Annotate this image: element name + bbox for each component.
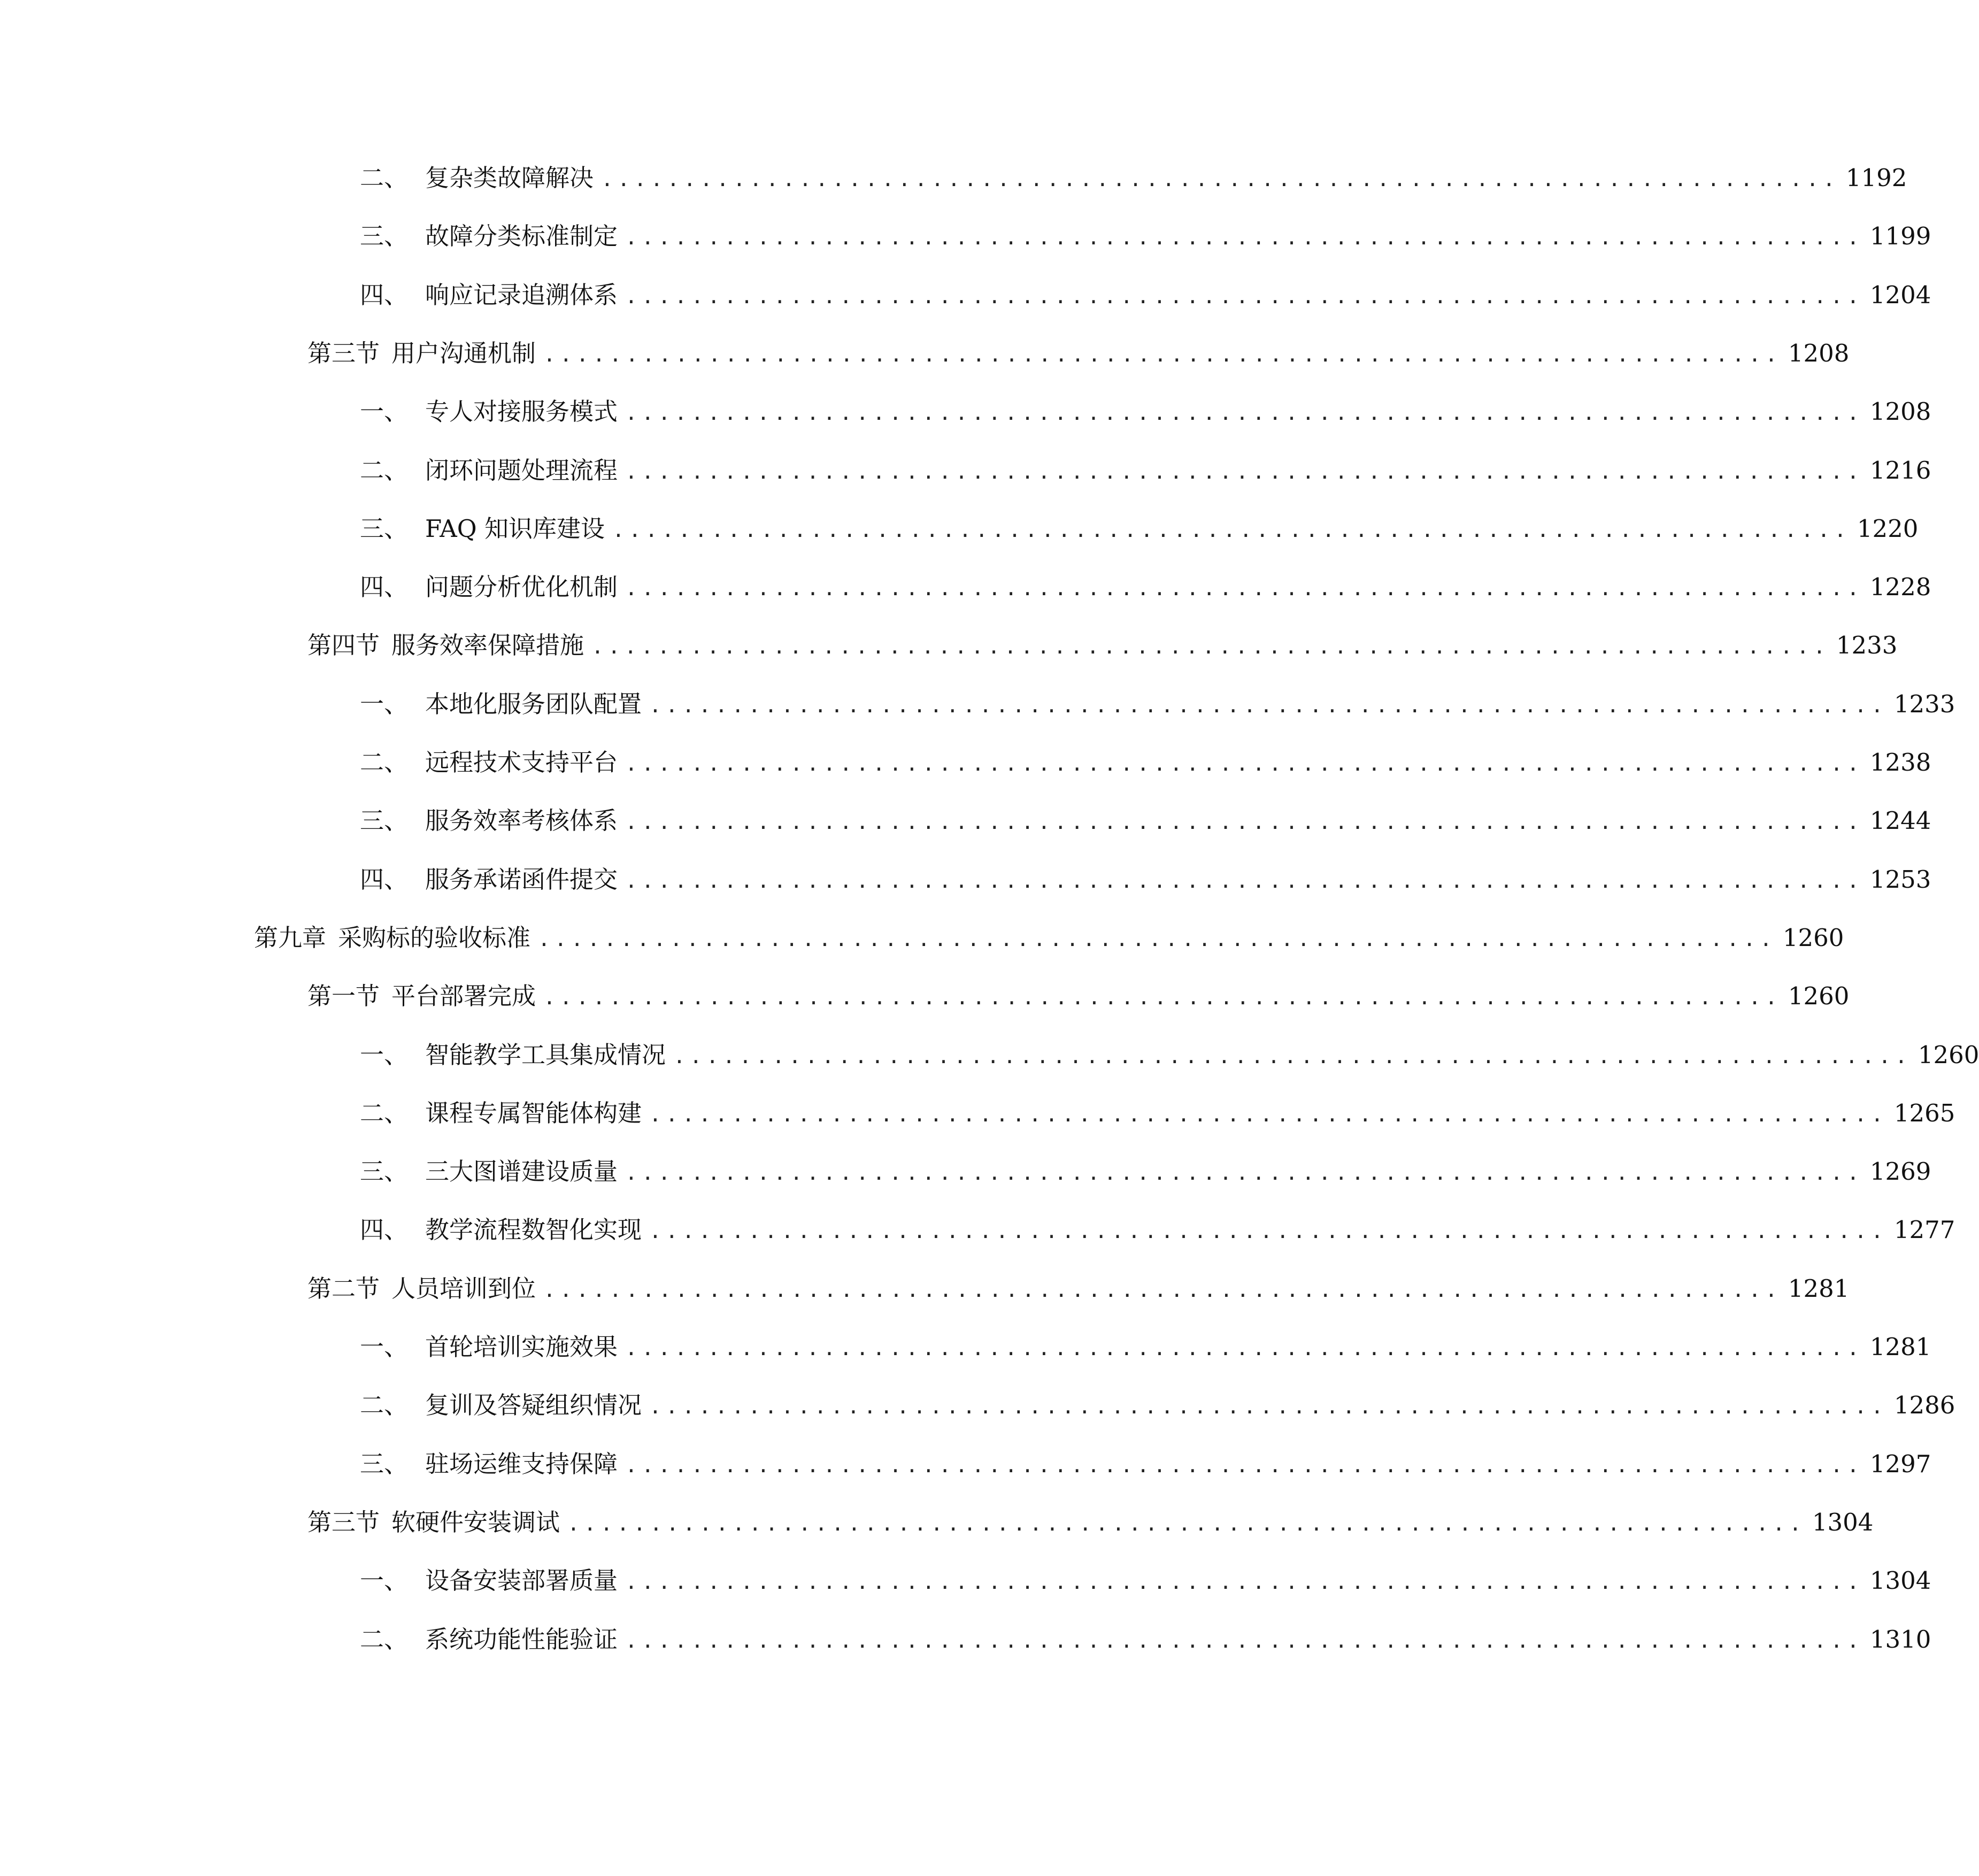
toc-entry[interactable] — [360, 1621, 1931, 1658]
toc-entry-page-number: 1204 — [1869, 281, 1931, 309]
toc-entry-title: 系统功能性能验证 — [425, 1625, 618, 1654]
toc-entry[interactable] — [307, 1504, 1874, 1541]
toc-entry-number: 第三节 — [307, 1508, 380, 1536]
toc-entry-number: 第三节 — [307, 339, 380, 367]
toc-entry-title: 问题分析优化机制 — [425, 573, 618, 601]
toc-dot-leader: ........................................................................... — [649, 1395, 1888, 1418]
toc-entry-title: 教学流程数智化实现 — [425, 1216, 642, 1244]
toc-dot-leader: ........................................................................... — [649, 1219, 1888, 1243]
toc-entry-title: 智能教学工具集成情况 — [425, 1041, 666, 1069]
toc-dot-leader: ........................................................................... — [649, 694, 1888, 717]
toc-entry[interactable] — [360, 452, 1931, 489]
toc-entry-title: 用户沟通机制 — [391, 339, 536, 367]
toc-entry-number: 第一节 — [307, 982, 380, 1010]
toc-entry-page-number: 1244 — [1869, 806, 1931, 835]
toc-dot-leader: ........................................................................... — [625, 460, 1864, 483]
toc-entry-page-number: 1192 — [1845, 164, 1907, 192]
toc-entry-title: 软硬件安装调试 — [391, 1508, 560, 1536]
toc-entry[interactable] — [360, 1446, 1931, 1483]
toc-entry-title: 远程技术支持平台 — [425, 748, 618, 776]
toc-entry[interactable] — [360, 276, 1931, 314]
toc-dot-leader: ........................................................................... — [543, 986, 1782, 1009]
toc-entry[interactable] — [307, 335, 1850, 372]
toc-entry-page-number: 1286 — [1893, 1391, 1955, 1419]
toc-entry-page-number: 1253 — [1869, 865, 1931, 894]
toc-entry-page-number: 1297 — [1869, 1450, 1931, 1478]
toc-entry-title: 课程专属智能体构建 — [425, 1099, 642, 1127]
toc-entry-number: 四、 — [360, 865, 409, 894]
toc-entry[interactable] — [360, 686, 1955, 723]
toc-entry-page-number: 1238 — [1869, 748, 1931, 776]
toc-dot-leader: ........................................................................... — [625, 1336, 1864, 1360]
toc-entry-number: 第四节 — [307, 631, 380, 659]
toc-entry-title: 平台部署完成 — [391, 982, 536, 1010]
toc-entry[interactable] — [360, 802, 1931, 840]
toc-entry-page-number: 1304 — [1869, 1566, 1931, 1595]
toc-dot-leader: ........................................................................... — [625, 1629, 1864, 1652]
toc-entry-page-number: 1216 — [1869, 456, 1931, 485]
toc-entry[interactable] — [307, 978, 1850, 1015]
toc-entry[interactable] — [360, 159, 1907, 197]
toc-entry-title: 复训及答疑组织情况 — [425, 1391, 642, 1419]
toc-entry-title: 设备安装部署质量 — [425, 1566, 618, 1595]
toc-entry-number: 第九章 — [254, 924, 327, 952]
toc-entry-number: 二、 — [360, 1625, 409, 1654]
toc-entry[interactable] — [360, 393, 1931, 430]
toc-entry-title: 复杂类故障解决 — [425, 164, 594, 192]
toc-entry-number: 一、 — [360, 1333, 409, 1361]
toc-entry-page-number: 1260 — [1918, 1041, 1979, 1069]
toc-entry[interactable] — [307, 1270, 1850, 1308]
toc-entry[interactable] — [254, 919, 1844, 957]
toc-entry-title: 首轮培训实施效果 — [425, 1333, 618, 1361]
toc-entry-page-number: 1228 — [1869, 573, 1931, 601]
toc-entry-page-number: 1269 — [1869, 1157, 1931, 1186]
toc-dot-leader: ........................................................................... — [543, 1278, 1782, 1302]
toc-dot-leader: ........................................................................... — [625, 1570, 1864, 1594]
toc-dot-leader: ........................................................................... — [538, 927, 1776, 951]
toc-entry-title: 三大图谱建设质量 — [425, 1157, 618, 1186]
toc-entry-number: 一、 — [360, 690, 409, 718]
toc-entry[interactable] — [360, 1211, 1955, 1249]
toc-entry-page-number: 1281 — [1869, 1333, 1931, 1361]
toc-entry-page-number: 1208 — [1869, 397, 1931, 426]
toc-dot-leader: ........................................................................... — [625, 810, 1864, 834]
toc-entry-page-number: 1233 — [1836, 631, 1898, 659]
toc-entry[interactable] — [360, 1562, 1931, 1600]
toc-entry[interactable] — [360, 1036, 1979, 1074]
toc-entry[interactable] — [360, 1387, 1955, 1424]
toc-entry[interactable] — [360, 218, 1931, 255]
toc-dot-leader: ........................................................................... — [625, 869, 1864, 893]
toc-entry-title: 闭环问题处理流程 — [425, 456, 618, 485]
toc-entry-title: 本地化服务团队配置 — [425, 690, 642, 718]
toc-entry-number: 三、 — [360, 222, 409, 250]
toc-entry-page-number: 1265 — [1893, 1099, 1955, 1127]
toc-dot-leader: ........................................................................... — [625, 576, 1864, 600]
toc-entry-title: 驻场运维支持保障 — [425, 1450, 618, 1478]
toc-entry-number: 三、 — [360, 514, 409, 543]
toc-dot-leader: ........................................................................... — [543, 343, 1782, 366]
toc-entry-number: 三、 — [360, 1450, 409, 1478]
toc-entry-title: 服务效率考核体系 — [425, 806, 618, 835]
toc-entry-number: 四、 — [360, 573, 409, 601]
toc-dot-leader: ........................................................................... — [625, 226, 1864, 249]
toc-entry[interactable] — [307, 627, 1898, 664]
toc-entry-title: 采购标的验收标准 — [338, 924, 531, 952]
toc-dot-leader: ........................................................................... — [625, 401, 1864, 425]
toc-dot-leader: ........................................................................... — [625, 1454, 1864, 1477]
toc-entry-page-number: 1260 — [1788, 982, 1850, 1010]
toc-entry-page-number: 1281 — [1788, 1274, 1850, 1303]
toc-entry-number: 三、 — [360, 1157, 409, 1186]
toc-dot-leader: ........................................................................... — [625, 285, 1864, 308]
toc-dot-leader: ........................................................................... — [625, 752, 1864, 775]
toc-entry-page-number: 1233 — [1893, 690, 1955, 718]
toc-entry-page-number: 1260 — [1782, 924, 1844, 952]
toc-entry-title: 专人对接服务模式 — [425, 397, 618, 426]
toc-entry-title: 服务承诺函件提交 — [425, 865, 618, 894]
toc-entry-page-number: 1208 — [1788, 339, 1850, 367]
toc-entry[interactable] — [360, 1328, 1931, 1366]
toc-dot-leader: ........................................................................... — [601, 167, 1839, 191]
toc-entry-page-number: 1310 — [1869, 1625, 1931, 1654]
toc-entry-title: 服务效率保障措施 — [391, 631, 584, 659]
toc-dot-leader: ........................................................................... — [591, 635, 1830, 658]
toc-entry-title: 响应记录追溯体系 — [425, 281, 618, 309]
toc-entry[interactable] — [360, 861, 1931, 898]
toc-entry-number: 一、 — [360, 1566, 409, 1595]
toc-entry-page-number: 1199 — [1869, 222, 1931, 250]
toc-entry-number: 三、 — [360, 806, 409, 835]
toc-entry-number: 四、 — [360, 1216, 409, 1244]
toc-entry-page-number: 1304 — [1812, 1508, 1874, 1536]
toc-entry-number: 一、 — [360, 397, 409, 426]
toc-entry-number: 四、 — [360, 281, 409, 309]
toc-dot-leader: ........................................................................... — [673, 1044, 1912, 1068]
toc-entry-number: 二、 — [360, 456, 409, 485]
toc-dot-leader: ........................................................................... — [567, 1512, 1806, 1535]
toc-entry-number: 二、 — [360, 1391, 409, 1419]
toc-entry-title: 故障分类标准制定 — [425, 222, 618, 250]
toc-entry-number: 第二节 — [307, 1274, 380, 1303]
toc-entry[interactable] — [360, 1153, 1931, 1190]
toc-entry-number: 二、 — [360, 748, 409, 776]
toc-entry[interactable] — [360, 1095, 1955, 1132]
toc-entry-title: FAQ 知识库建设 — [425, 514, 605, 543]
toc-entry-page-number: 1277 — [1893, 1216, 1955, 1244]
toc-entry-title: 人员培训到位 — [391, 1274, 536, 1303]
toc-entry[interactable] — [360, 510, 1919, 548]
toc-dot-leader: ........................................................................... — [625, 1161, 1864, 1185]
toc-dot-leader: ........................................................................... — [649, 1103, 1888, 1126]
toc-entry-number: 二、 — [360, 1099, 409, 1127]
toc-entry-page-number: 1220 — [1857, 514, 1919, 543]
toc-entry[interactable] — [360, 568, 1931, 606]
toc-dot-leader: ........................................................................... — [612, 518, 1851, 542]
toc-entry-number: 一、 — [360, 1041, 409, 1069]
toc-entry-number: 二、 — [360, 164, 409, 192]
toc-entry[interactable] — [360, 744, 1931, 781]
